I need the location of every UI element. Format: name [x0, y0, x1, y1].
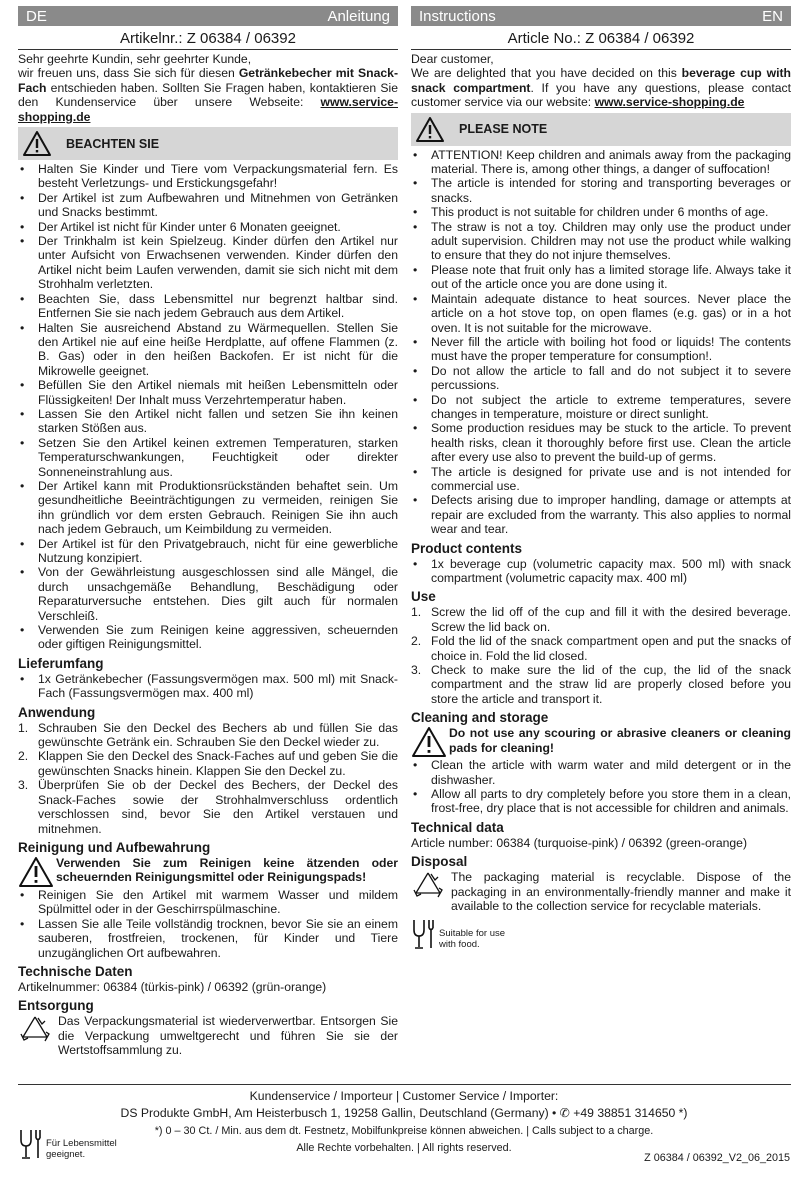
- list-item: • Never fill the article with boiling hot food or liquids! The contents must have the proper temperature for consumption!.: [411, 335, 791, 364]
- list-item: • The straw is not a toy. Children may only use the product under adult supervision. Children may not use the product while walking to ensure that they do not injure themselves.: [411, 220, 791, 263]
- de-article-number: Artikelnr.: Z 06384 / 06392: [18, 26, 398, 50]
- list-item: 2. Klappen Sie den Deckel des Snack-Faches auf und geben Sie die gewünschten Snacks hinein. Klappen Sie den Deckel zu.: [18, 749, 398, 778]
- footer-version: Z 06384 / 06392_V2_06_2015: [644, 1152, 790, 1164]
- en-language-code: EN: [762, 7, 783, 25]
- list-item: • Clean the article with warm water and mild detergent or in the dishwasher.: [411, 758, 791, 787]
- de-contents-list: [18, 672, 398, 701]
- footer-food-safe: [18, 1128, 117, 1160]
- warning-icon: [22, 130, 52, 157]
- list-item: • Setzen Sie den Artikel keinen extremen Temperaturen, starken Temperaturschwankungen, Feuchtigkeit oder direkter Sonneneinstrahlung aus.: [18, 436, 398, 479]
- list-item: 3. Check to make sure the lid of the cup, the lid of the snack compartment and the straw lid are properly closed before you store the article and transport it.: [411, 663, 791, 706]
- footer-call-costs: *) 0 – 30 Ct. / Min. aus dem dt. Festnetz, Mobilfunkpreise können abweichen. | Calls subject to a charge.: [154, 1125, 654, 1137]
- list-item: 2. Fold the lid of the snack compartment open and put the snacks of choice in. Fold the lid closed.: [411, 634, 791, 663]
- en-greeting: Dear customer,: [411, 52, 494, 66]
- de-use-heading: Anwendung: [18, 704, 96, 720]
- list-item: • The article is intended for storing and transporting beverages or snacks.: [411, 176, 791, 205]
- de-cleaning-warning: [18, 856, 398, 888]
- warning-icon: [415, 116, 445, 143]
- de-header-title: Anleitung: [327, 7, 390, 25]
- en-cleaning-list: [411, 758, 791, 816]
- de-product-name: Getränkebecher mit Snack-Fach: [18, 66, 399, 95]
- list-item: 1. Screw the lid off of the cup and fill it with the desired beverage. Screw the lid back on.: [411, 605, 791, 634]
- en-intro-text-1: We are delighted that you have decided on this: [411, 66, 682, 81]
- recycling-icon: [18, 1014, 52, 1046]
- footer-address: DS Produkte GmbH, Am Heisterbusch 1, 19258 Gallin, Deutschland (Germany) • ✆ +49 38851 314650 *): [120, 1106, 688, 1120]
- en-contents-list: [411, 557, 791, 586]
- en-note-title: PLEASE NOTE: [459, 122, 548, 137]
- en-intro: [411, 66, 791, 109]
- list-item: • Reinigen Sie den Artikel mit warmem Wasser und mildem Spülmittel oder in der Geschirrspülmaschine.: [18, 888, 398, 917]
- list-item: • Der Artikel ist nicht für Kinder unter 6 Monaten geeignet.: [18, 220, 398, 234]
- en-tech-heading: Technical data: [411, 819, 504, 835]
- de-safety-list: [18, 162, 398, 652]
- list-item: • Von der Gewährleistung ausgeschlossen sind alle Mängel, die durch unsachgemäße Behandlung, Beschädigung oder Reparaturversuche entstehen. Dies gilt auch für normalen Verschleiß.: [18, 565, 398, 623]
- list-item: • Halten Sie ausreichend Abstand zu Wärmequellen. Stellen Sie den Artikel nie auf eine heiße Herdplatte, auf offene Flammen (z. B. Gas) oder in den heißen Backofen. Er ist nicht für die Mikrowelle geeignet.: [18, 321, 398, 379]
- en-cleaning-warning-text: Do not use any scouring or abrasive cleaners or cleaning pads for cleaning!: [449, 726, 791, 755]
- de-intro-text-1: wir freuen uns, dass Sie sich für diesen: [18, 66, 239, 81]
- en-intro-text-2: . If you have any questions, please contact customer service via our website:: [411, 80, 791, 110]
- de-disposal-heading: Entsorgung: [18, 998, 94, 1014]
- english-column: [411, 6, 791, 950]
- list-item: • Defects arising due to improper handling, damage or attempts at repair are excluded from the warranty. This also applies to normal wear and tear.: [411, 493, 791, 536]
- footer-rights: Alle Rechte vorbehalten. | All rights reserved.: [296, 1142, 512, 1154]
- list-item: • Verwenden Sie zum Reinigen keine aggressiven, scheuernden oder giftigen Reinigungsmittel.: [18, 623, 398, 652]
- list-item: • Der Artikel ist zum Aufbewahren und Mitnehmen von Getränken und Snacks bestimmt.: [18, 191, 398, 220]
- list-item: • Lassen Sie den Artikel nicht fallen und setzen Sie ihn keinen starken Stößen aus.: [18, 407, 398, 436]
- en-disposal-heading: Disposal: [411, 854, 468, 870]
- en-cleaning-warning: [411, 726, 791, 758]
- de-cleaning-heading: Reinigung und Aufbewahrung: [18, 839, 211, 855]
- list-item: • Do not subject the article to extreme temperatures, severe changes in temperature, moisture or direct sunlight.: [411, 393, 791, 422]
- en-article-number: Article No.: Z 06384 / 06392: [411, 26, 791, 50]
- en-product-name: beverage cup with snack compartment: [411, 66, 791, 95]
- de-cleaning-warning-text: Verwenden Sie zum Reinigen keine ätzenden oder scheuernden Reinigungsmittel oder Reinigungspads!: [56, 855, 398, 885]
- de-note-title: BEACHTEN SIE: [66, 136, 160, 151]
- list-item: • Please note that fruit only has a limited storage life. Always take it out of the article once you are done using it.: [411, 263, 791, 292]
- de-website-link[interactable]: www.service-shopping.de: [18, 95, 398, 124]
- list-item: • Der Artikel kann mit Produktionsrückständen behaftet sein. Um gesundheitliche Beeinträchtigungen zu vermeiden, reinigen Sie ihn gründlich vor dem ersten Gebrauch. Reinigen Sie ihn auch nach jedem Gebrauch, um Keimbildung zu vermeiden.: [18, 479, 398, 537]
- list-item: • ATTENTION! Keep children and animals away from the packaging material. There is, among other things, a danger of suffocation!: [411, 148, 791, 177]
- footer-food-safe-label: Für Lebensmittel geeignet.: [46, 1138, 117, 1160]
- list-item: • This product is not suitable for children under 6 months of age.: [411, 205, 791, 219]
- glass-fork-icon: [411, 918, 437, 950]
- list-item: • Der Trinkhalm ist kein Spielzeug. Kinder dürfen den Artikel nur unter Aufsicht von Erwachsenen verwenden. Kinder dürfen den Artikel nicht beim Laufen verwenden, damit sie sich nicht mit dem Strohhalm verletzten.: [18, 234, 398, 292]
- footer-divider: [18, 1084, 791, 1085]
- de-intro-text-2: entschieden haben. Sollten Sie Fragen haben, kontaktieren Sie den Kundenservice über unsere Webseite:: [18, 80, 398, 110]
- en-food-safe-label: Suitable for use with food.: [439, 927, 506, 950]
- list-item: • Do not allow the article to fall and do not subject it to severe percussions.: [411, 364, 791, 393]
- list-item: • Beachten Sie, dass Lebensmittel nur begrenzt haltbar sind. Entfernen Sie sie nach jedem Gebrauch aus dem Artikel.: [18, 292, 398, 321]
- glass-fork-icon: [18, 1128, 44, 1160]
- en-tech-text: Article number: 06384 (turquoise-pink) / 06392 (green-orange): [411, 835, 748, 850]
- footer-service-heading: Kundenservice / Importeur | Customer Service / Importer:: [249, 1089, 559, 1103]
- en-food-safe: [411, 918, 791, 950]
- list-item: • Maintain adequate distance to heat sources. Never place the article on a hot stove top, on open flames (e.g. gas) or in a hot oven. It is not suitable for the microwave.: [411, 292, 791, 335]
- en-use-list: [411, 605, 791, 706]
- en-header-bar: [411, 6, 791, 26]
- list-item: • 1x Getränkebecher (Fassungsvermögen max. 500 ml) mit Snack-Fach (Fassungsvermögen max. 400 ml): [18, 672, 398, 701]
- warning-icon: [411, 726, 447, 758]
- de-cleaning-list: [18, 888, 398, 960]
- de-tech-heading: Technische Daten: [18, 963, 133, 979]
- de-contents-heading: Lieferumfang: [18, 655, 104, 671]
- german-column: [18, 6, 398, 1058]
- de-tech-text: Artikelnummer: 06384 (türkis-pink) / 06392 (grün-orange): [18, 979, 327, 994]
- recycling-icon: [411, 870, 445, 902]
- warning-icon: [18, 856, 54, 888]
- list-item: • Allow all parts to dry completely before you store them in a clean, frost-free, dry place that is not accessible for children and animals.: [411, 787, 791, 816]
- list-item: • Halten Sie Kinder und Tiere vom Verpackungsmaterial fern. Es besteht Verletzungs- und Erstickungsgefahr!: [18, 162, 398, 191]
- list-item: • Some production residues may be stuck to the article. To prevent health risks, clean it thoroughly before first use. Clean the article after every use also to prevent the build-up of germs.: [411, 421, 791, 464]
- en-disposal: [411, 870, 791, 913]
- de-greeting: Sehr geehrte Kundin, sehr geehrter Kunde,: [18, 52, 252, 66]
- de-disposal: [18, 1014, 398, 1057]
- de-note-bar: [18, 127, 398, 160]
- list-item: 3. Überprüfen Sie ob der Deckel des Bechers, der Deckel des Snack-Faches sowie der Strohhalmverschluss ordentlich verschlossen sind, bevor Sie den Artikel verstauen und mitnehmen.: [18, 778, 398, 836]
- list-item: • The article is designed for private use and is not intended for commercial use.: [411, 465, 791, 494]
- en-website-link[interactable]: www.service-shopping.de: [594, 95, 745, 110]
- en-header-title: Instructions: [419, 7, 496, 25]
- de-disposal-text: Das Verpackungsmaterial ist wiederverwertbar. Entsorgen Sie die Verpackung umweltgerecht und führen Sie sie der Wertstoffsammlung zu.: [58, 1014, 398, 1058]
- en-safety-list: [411, 148, 791, 537]
- list-item: • 1x beverage cup (volumetric capacity max. 500 ml) with snack compartment (volumetric capacity max. 400 ml): [411, 557, 791, 586]
- list-item: • Befüllen Sie den Artikel niemals mit heißen Lebensmitteln oder Flüssigkeiten! Der Inhalt muss Verzehrtemperatur haben.: [18, 378, 398, 407]
- en-disposal-text: The packaging material is recyclable. Dispose of the packaging in an environmentally-friendly manner and make it available to the collection service for recyclable materials.: [451, 870, 791, 914]
- de-intro: [18, 66, 398, 124]
- en-note-bar: [411, 113, 791, 146]
- en-use-heading: Use: [411, 589, 436, 605]
- list-item: 1. Schrauben Sie den Deckel des Bechers ab und füllen Sie das gewünschte Getränk ein. Schrauben Sie den Deckel wieder zu.: [18, 720, 398, 750]
- list-item: • Der Artikel ist für den Privatgebrauch, nicht für eine gewerbliche Nutzung konzipiert.: [18, 537, 398, 566]
- en-contents-heading: Product contents: [411, 540, 523, 556]
- de-use-list: [18, 721, 398, 836]
- de-language-code: DE: [26, 7, 47, 25]
- en-cleaning-heading: Cleaning and storage: [411, 710, 549, 726]
- de-header-bar: [18, 6, 398, 26]
- list-item: • Lassen Sie alle Teile vollständig trocknen, bevor Sie sie an einem sauberen, frostfreien, trockenen, für Kinder und Tiere unzugänglichen Ort aufbewahren.: [18, 917, 398, 960]
